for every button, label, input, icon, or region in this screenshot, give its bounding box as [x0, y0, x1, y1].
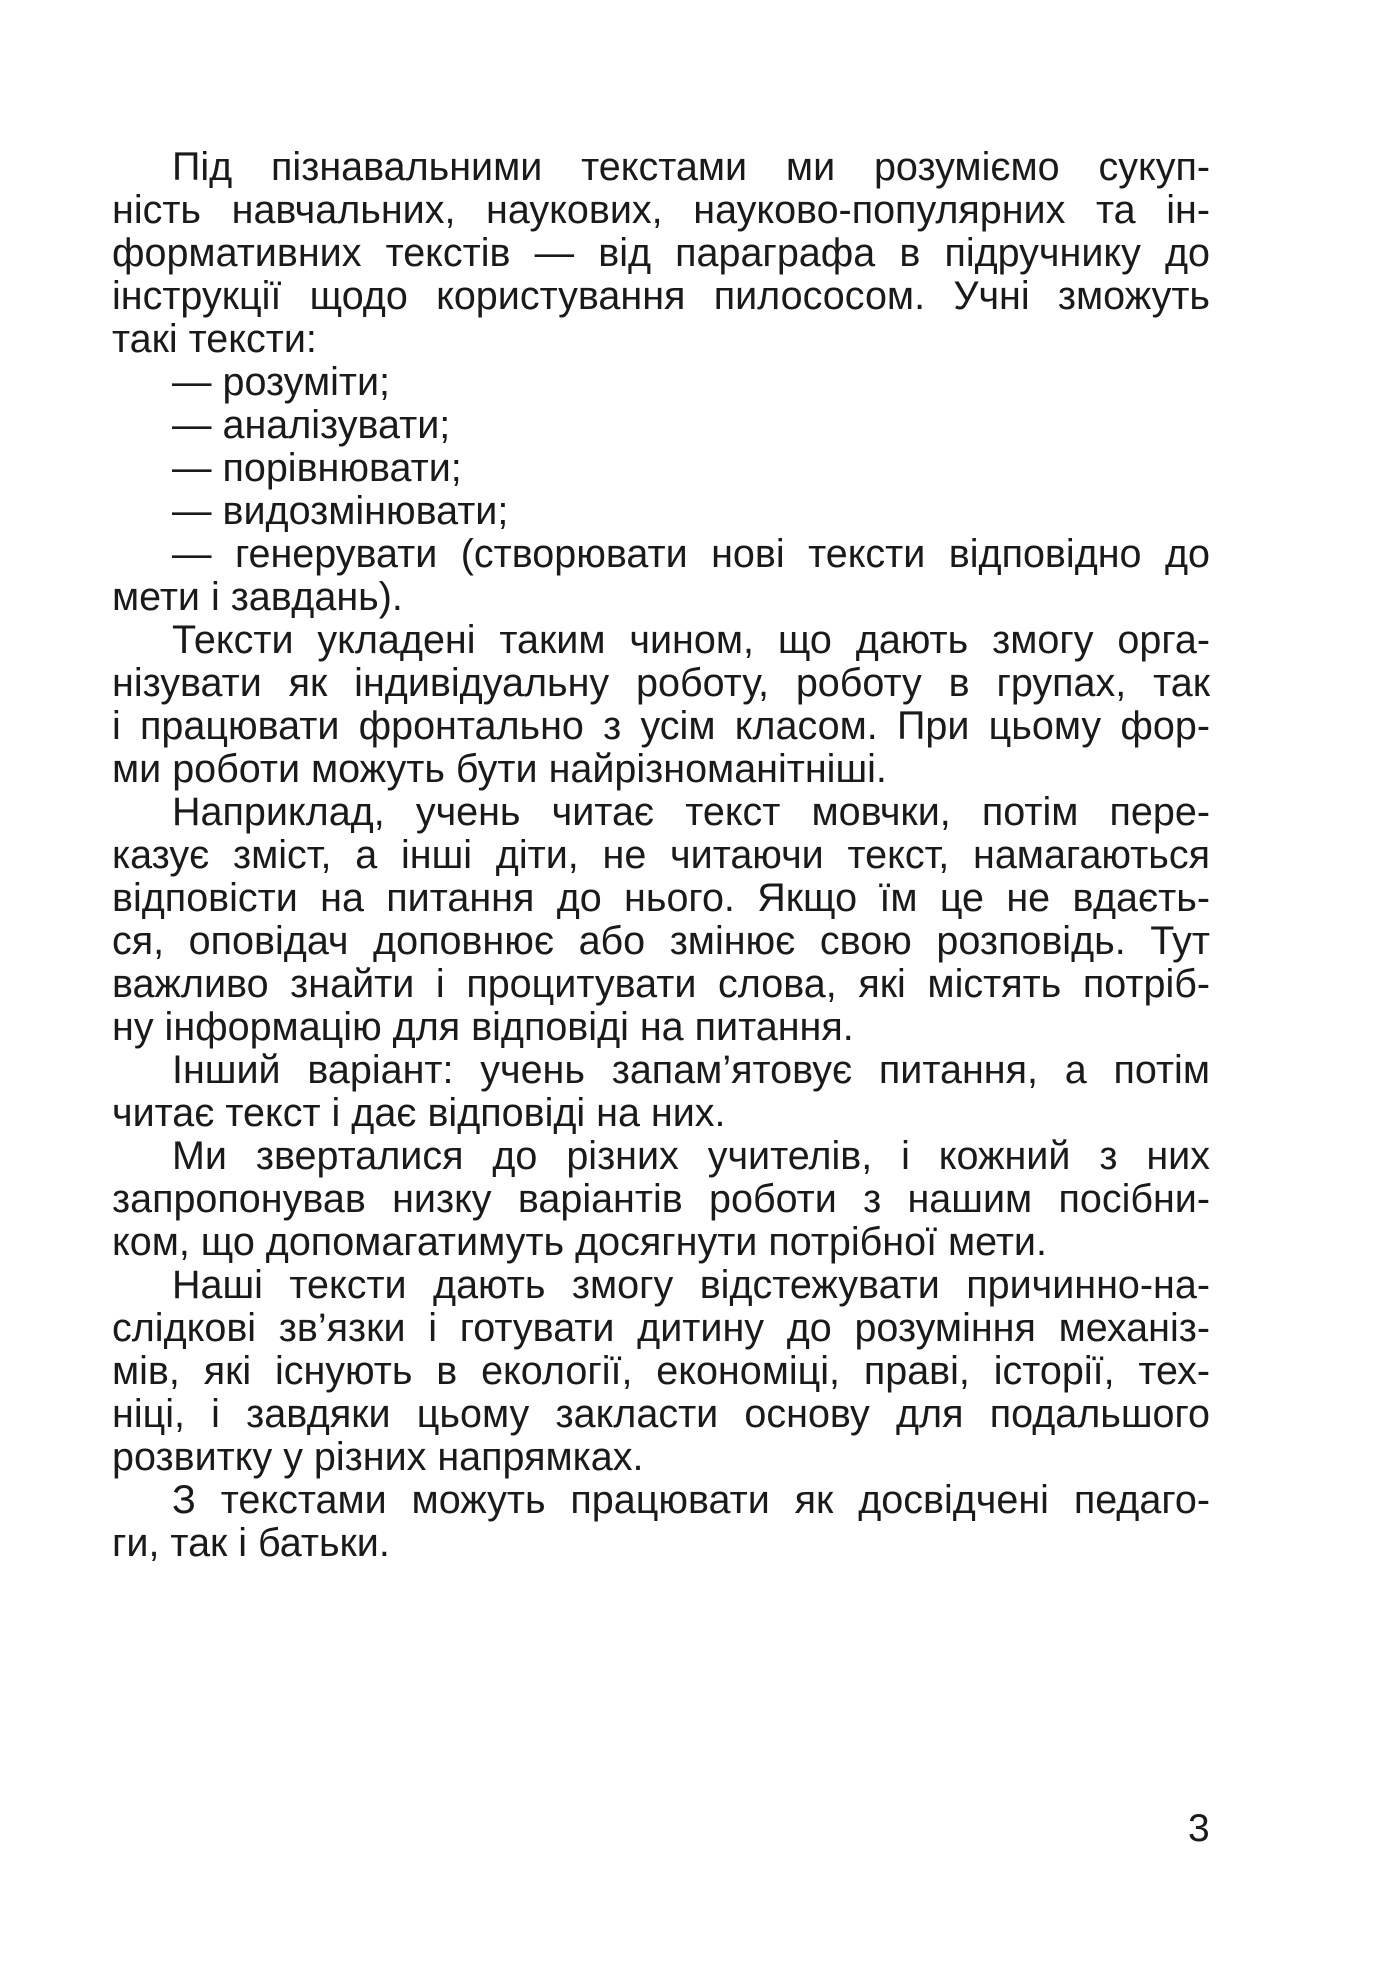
paragraph [112, 1264, 1210, 1479]
text-line: ми роботи можуть бути найрізноманітніші. [112, 747, 887, 791]
text-line: — розуміти; [172, 360, 391, 404]
paragraph [112, 791, 1210, 1049]
text-line: Тексти укладені таким чином, що дають змогу орга- [172, 618, 1210, 662]
text-line: ком, що допомагатимуть досягнути потрібної мети. [112, 1220, 1047, 1264]
page-body [112, 146, 1210, 1565]
text-line: мети і завдань). [112, 575, 403, 619]
text-line: формативних текстів — від параграфа в підручнику до [112, 231, 1210, 275]
text-line: ся, оповідач доповнює або змінює свою розповідь. Тут [112, 919, 1210, 963]
paragraph [112, 533, 1210, 619]
paragraph [112, 146, 1210, 361]
paragraph [112, 1135, 1210, 1264]
paragraph [112, 447, 1210, 490]
text-line: відповісти на питання до нього. Якщо їм це не вдаєть- [112, 876, 1210, 920]
text-line: розвитку у різних напрямках. [112, 1435, 644, 1479]
text-line: ну інформацію для відповіді на питання. [112, 1005, 854, 1049]
text-line: казує зміст, а інші діти, не читаючи текст, намагаються [112, 833, 1210, 877]
text-line: ніці, і завдяки цьому закласти основу для подальшого [112, 1392, 1210, 1436]
text-line: мів, які існують в екології, економіці, праві, історії, тех- [112, 1349, 1210, 1393]
text-line: ги, так і батьки. [112, 1521, 390, 1565]
text-line: такі тексти: [112, 317, 317, 361]
text-line: і працювати фронтально з усім класом. При цьому фор- [112, 704, 1210, 748]
paragraph [112, 619, 1210, 791]
text-line: слідкові зв’язки і готувати дитину до розуміння механіз- [112, 1306, 1210, 1350]
text-line: З текстами можуть працювати як досвідчені педаго- [172, 1478, 1210, 1522]
text-line: Наприклад, учень читає текст мовчки, потім пере- [172, 790, 1210, 834]
text-line: інструкції щодо користування пилососом. Учні зможуть [112, 274, 1210, 318]
text-line: запропонував низку варіантів роботи з нашим посібни- [112, 1177, 1210, 1221]
text-line: Інший варіант: учень запам’ятовує питання, а потім [172, 1048, 1210, 1092]
text-line: — видозмінювати; [172, 489, 509, 533]
paragraph [112, 1479, 1210, 1565]
paragraph [112, 404, 1210, 447]
text-line: Ми зверталися до різних учителів, і кожний з них [172, 1134, 1210, 1178]
text-line: Наші тексти дають змогу відстежувати причинно-на- [172, 1263, 1210, 1307]
text-line: — порівнювати; [172, 446, 462, 490]
text-line: важливо знайти і процитувати слова, які містять потріб- [112, 962, 1210, 1006]
paragraph [112, 490, 1210, 533]
text-line: нізувати як індивідуальну роботу, роботу в групах, так [112, 661, 1210, 705]
text-line: читає текст і дає відповіді на них. [112, 1091, 726, 1135]
paragraph [112, 1049, 1210, 1135]
paragraph [112, 361, 1210, 404]
text-line: ність навчальних, наукових, науково-популярних та ін- [112, 188, 1210, 232]
page-number: 3 [1188, 1807, 1210, 1850]
text-line: — генерувати (створювати нові тексти відповідно до [172, 532, 1210, 576]
text-line: — аналізувати; [172, 403, 451, 447]
text-line: Під пізнавальними текстами ми розуміємо сукуп- [172, 145, 1210, 189]
